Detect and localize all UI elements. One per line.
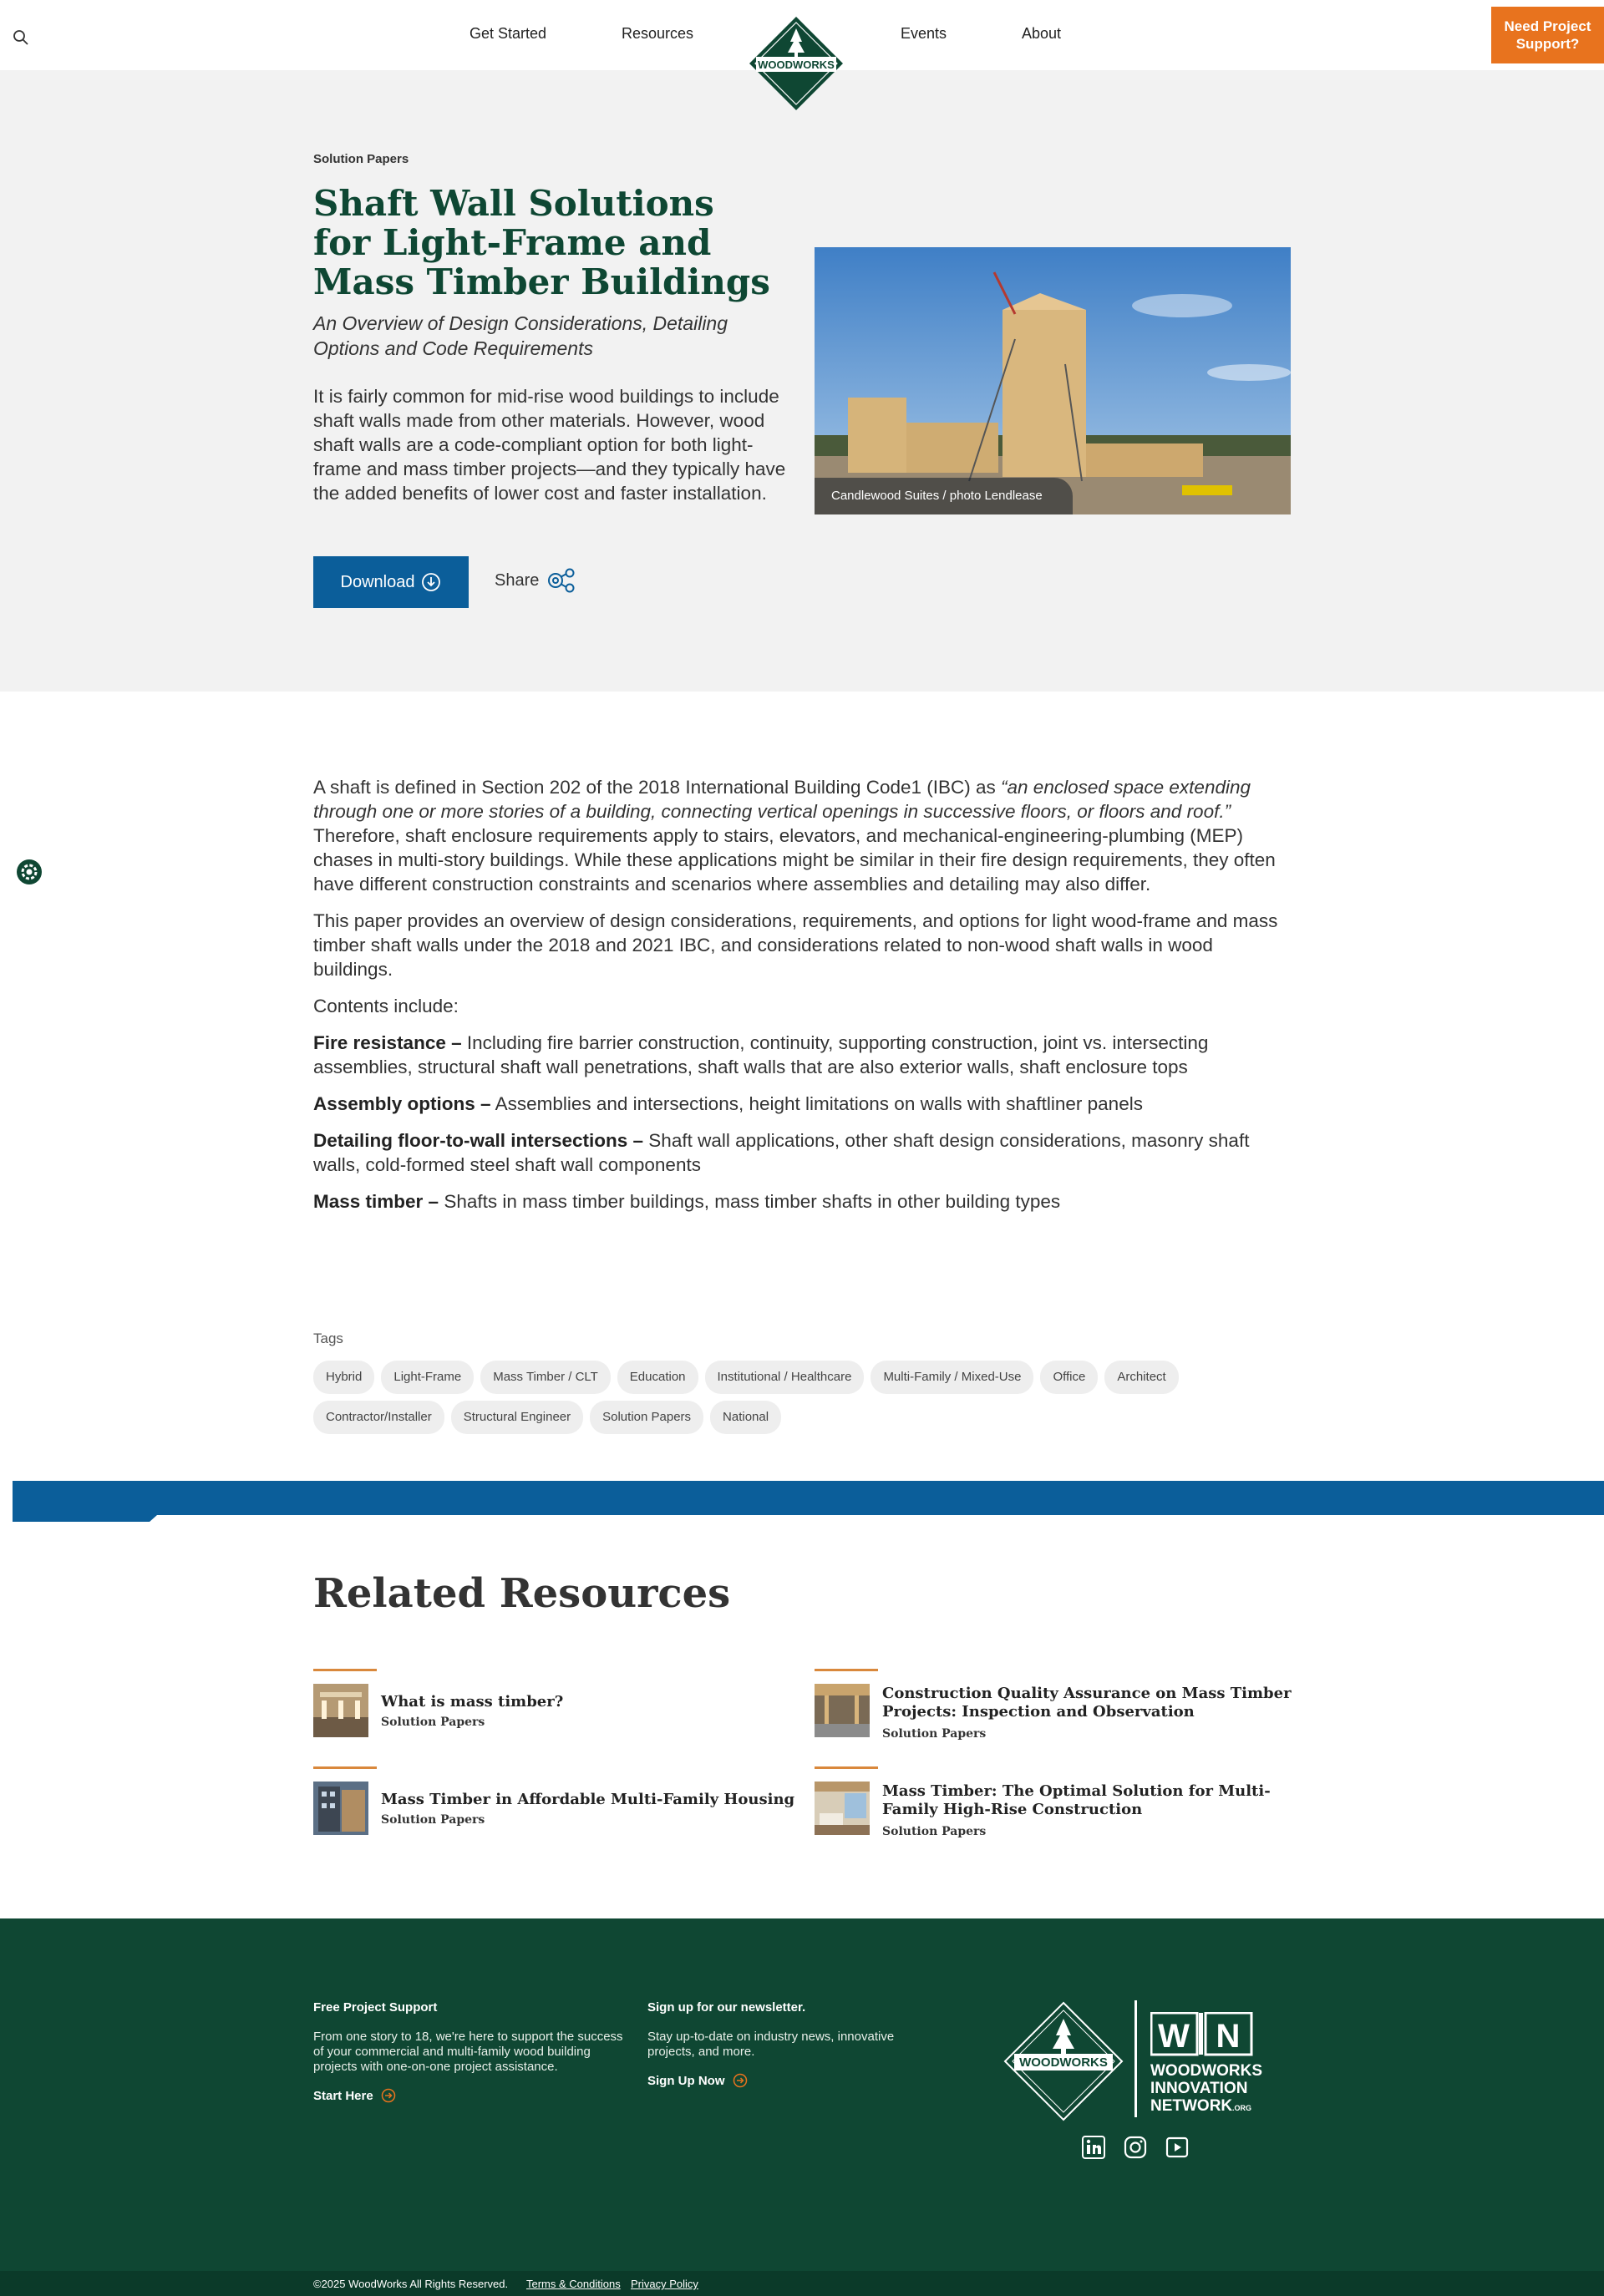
- card-category: Solution Papers: [882, 1825, 987, 1838]
- definition-quote: “an enclosed space extending through one or more stories of a building, connecting vertical openings in successive floors, or floors and roof.”: [313, 777, 1251, 822]
- tag-chip[interactable]: Solution Papers: [590, 1401, 703, 1434]
- contents-item-label: Mass timber –: [313, 1191, 439, 1212]
- tag-chip[interactable]: Education: [617, 1361, 698, 1394]
- hero-eyebrow[interactable]: Solution Papers: [313, 152, 409, 166]
- linkedin-icon[interactable]: [1082, 2136, 1105, 2159]
- nav-get-started[interactable]: Get Started: [470, 25, 547, 42]
- card-rule: [313, 1669, 377, 1671]
- card-category: Solution Papers: [882, 1727, 987, 1741]
- tag-chip[interactable]: Office: [1040, 1361, 1098, 1394]
- privacy-link[interactable]: Privacy Policy: [631, 2278, 698, 2290]
- copyright-bar: [0, 2271, 1604, 2296]
- accessibility-settings-icon[interactable]: [16, 859, 43, 885]
- card-category: Solution Papers: [381, 1813, 485, 1827]
- nav-events[interactable]: Events: [901, 25, 947, 42]
- arrow-right-icon: [381, 2088, 396, 2103]
- share-label: Share: [495, 570, 540, 590]
- tag-chip[interactable]: Structural Engineer: [451, 1401, 583, 1434]
- support-heading: Free Project Support: [313, 2000, 438, 2015]
- contents-item-label: Assembly options –: [313, 1093, 491, 1114]
- tag-chip[interactable]: Light-Frame: [381, 1361, 474, 1394]
- sign-up-label: Sign Up Now: [647, 2073, 725, 2088]
- search-icon[interactable]: [12, 28, 30, 47]
- copyright-text: ©2025 WoodWorks All Rights Reserved.: [313, 2278, 509, 2290]
- related-card[interactable]: [815, 1766, 1299, 1842]
- start-here-label: Start Here: [313, 2088, 373, 2103]
- woodworks-logo[interactable]: [748, 15, 845, 112]
- related-card[interactable]: [313, 1766, 798, 1842]
- instagram-icon[interactable]: [1124, 2136, 1147, 2159]
- win-logo[interactable]: [1150, 2012, 1267, 2121]
- card-title[interactable]: What is mass timber?: [381, 1693, 564, 1711]
- newsletter-text: Stay up-to-date on industry news, innovative projects, and more.: [647, 2030, 895, 2059]
- card-title[interactable]: Construction Quality Assurance on Mass Timber Projects: Inspection and Observation: [882, 1685, 1292, 1721]
- tag-chip[interactable]: Multi-Family / Mixed-Use: [871, 1361, 1033, 1394]
- contents-item: [313, 1189, 1291, 1214]
- decorative-band: [13, 1481, 1604, 1522]
- logo-wordmark: WOODWORKS: [758, 58, 835, 71]
- card-thumbnail: [313, 1684, 368, 1737]
- win-line-3: NETWORK: [1150, 2097, 1233, 2115]
- tag-chip[interactable]: National: [710, 1401, 781, 1434]
- win-suffix: .ORG: [1232, 2104, 1252, 2112]
- contents-item: [313, 1092, 1291, 1116]
- arrow-right-icon: [733, 2073, 748, 2088]
- image-caption: Candlewood Suites / photo Lendlease: [815, 478, 1073, 514]
- tag-list: [313, 1361, 1299, 1434]
- card-rule: [815, 1766, 878, 1769]
- related-resources-title: Related Resources: [313, 1570, 731, 1617]
- hero-image: [815, 247, 1291, 514]
- need-project-support-button[interactable]: Need Project Support?: [1491, 7, 1604, 63]
- support-text: From one story to 18, we're here to support the success of your commercial and multi-family wood building projects with one-on-one project assistance.: [313, 2030, 623, 2074]
- download-button[interactable]: [313, 556, 469, 608]
- page-subtitle: An Overview of Design Considerations, Detailing Options and Code Requirements: [313, 312, 728, 359]
- definition-intro: A shaft is defined in Section 202 of the 2018 International Building Code1 (IBC) as: [313, 777, 1002, 798]
- tag-chip[interactable]: Hybrid: [313, 1361, 374, 1394]
- newsletter-heading: Sign up for our newsletter.: [647, 2000, 806, 2015]
- download-icon: [421, 572, 441, 592]
- tag-chip[interactable]: Institutional / Healthcare: [705, 1361, 865, 1394]
- paragraph-overview: This paper provides an overview of design considerations, requirements, and options for light wood-frame and mass timber shaft walls under the 2018 and 2021 IBC, and considerations related to non-wood shaft walls in wood buildings.: [313, 910, 1278, 980]
- nav-about[interactable]: About: [1022, 25, 1062, 42]
- card-thumbnail: [313, 1782, 368, 1835]
- article-body: [313, 775, 1291, 1226]
- contents-heading: Contents include:: [313, 996, 459, 1016]
- logo-divider: [1134, 2000, 1137, 2117]
- download-label: Download: [340, 572, 415, 591]
- contents-item-text: Shafts in mass timber buildings, mass timber shafts in other building types: [439, 1191, 1061, 1212]
- tag-chip[interactable]: Mass Timber / CLT: [480, 1361, 611, 1394]
- win-line-2: INNOVATION: [1150, 2080, 1248, 2097]
- share-icon: [547, 568, 577, 593]
- hero-section: [0, 70, 1604, 692]
- card-title[interactable]: Mass Timber in Affordable Multi-Family Housing: [381, 1791, 795, 1808]
- contents-item-text: Shaft wall applications, other shaft design considerations, masonry shaft walls, cold-formed steel shaft wall components: [313, 1130, 1250, 1175]
- hero-intro: It is fairly common for mid-rise wood buildings to include shaft walls made from other materials. However, wood shaft walls are a code-compliant option for both light-frame and mass timber projects—and they typically have the added benefits of lower cost and faster installation.: [313, 386, 786, 504]
- card-rule: [815, 1669, 878, 1671]
- youtube-icon[interactable]: [1165, 2136, 1189, 2159]
- related-card[interactable]: [313, 1669, 798, 1744]
- tags-label: Tags: [313, 1330, 343, 1346]
- tag-chip[interactable]: Contractor/Installer: [313, 1401, 444, 1434]
- start-here-link[interactable]: [313, 2088, 396, 2103]
- contents-item-label: Detailing floor-to-wall intersections –: [313, 1130, 644, 1151]
- site-header: [0, 0, 1604, 70]
- site-footer: [0, 1918, 1604, 2271]
- card-thumbnail: [815, 1684, 870, 1737]
- page-title: Shaft Wall Solutions for Light-Frame and Mass Timber Buildings: [313, 183, 770, 302]
- definition-detail: Therefore, shaft enclosure requirements apply to stairs, elevators, and mechanical-engineering-plumbing (MEP) chases in multi-story buildings. While these applications might be similar in their fire design requirements, they often have different construction constraints and scenarios where assemblies and detailing may also differ.: [313, 825, 1276, 895]
- win-letter-n: N: [1216, 2018, 1241, 2055]
- terms-link[interactable]: Terms & Conditions: [526, 2278, 621, 2290]
- tag-chip[interactable]: Architect: [1104, 1361, 1178, 1394]
- nav-resources[interactable]: Resources: [622, 25, 694, 42]
- contents-item-label: Fire resistance –: [313, 1032, 462, 1053]
- share-button[interactable]: [495, 568, 577, 593]
- win-letter-w: W: [1158, 2018, 1190, 2055]
- footer-woodworks-logo[interactable]: [1002, 2000, 1124, 2122]
- related-card[interactable]: [815, 1669, 1299, 1744]
- card-rule: [313, 1766, 377, 1769]
- win-line-1: WOODWORKS: [1150, 2062, 1263, 2080]
- card-category: Solution Papers: [381, 1716, 485, 1729]
- card-thumbnail: [815, 1782, 870, 1835]
- card-title[interactable]: Mass Timber: The Optimal Solution for Multi-Family High-Rise Construction: [882, 1782, 1271, 1818]
- contents-item: [313, 1128, 1291, 1177]
- sign-up-link[interactable]: [647, 2073, 748, 2088]
- contents-item-text: Assemblies and intersections, height limitations on walls with shaftliner panels: [490, 1093, 1143, 1114]
- footer-logo-wordmark: WOODWORKS: [1019, 2055, 1108, 2070]
- paragraph-definition: [313, 775, 1291, 896]
- contents-item: [313, 1031, 1291, 1079]
- contents-item-text: Including fire barrier construction, continuity, supporting construction, joint vs. intersecting assemblies, structural shaft wall penetrations, shaft walls that are also exterior walls, shaft enclosure tops: [313, 1032, 1209, 1077]
